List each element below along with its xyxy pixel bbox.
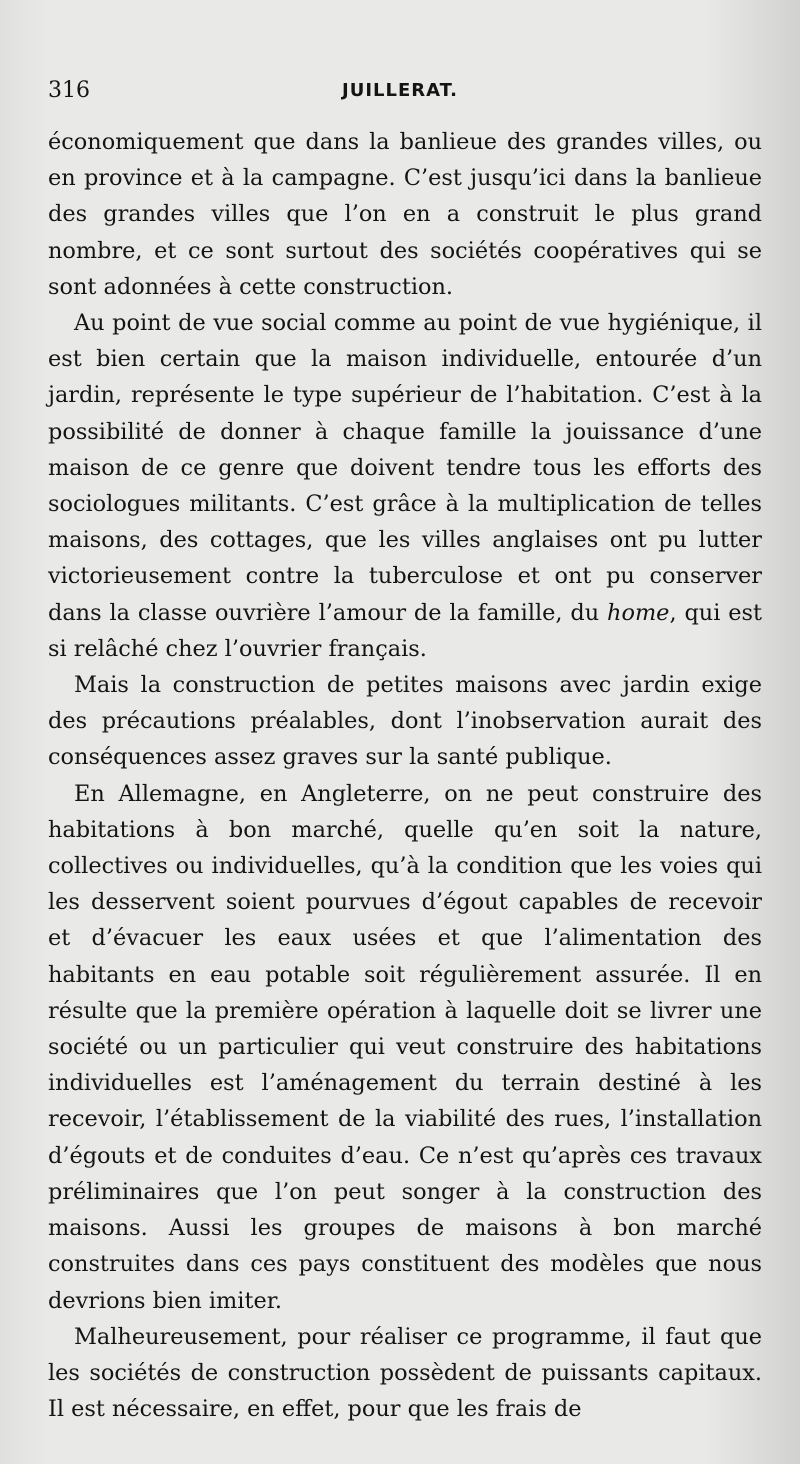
body-text [48,124,762,1427]
italic-word: home [607,599,670,626]
paragraph: Mais la construction de petites maisons avec jardin exige des précautions préalables, dont l’inobservation aurait des conséquences assez graves sur la santé publique. [48,672,762,771]
paragraph-continued: économiquement que dans la banlieue des grandes villes, ou en province et à la campagne. C’est jusqu’ici dans la banlieue des grandes villes que l’on en a construit le plus grand nombre, et ce sont surtout des sociétés coopératives qui se sont adonnées à cette construction. [48,129,762,300]
page-number: 316 [48,78,90,103]
page-header [48,78,762,108]
paragraph: Malheureusement, pour réaliser ce programme, il faut que les sociétés de construction possèdent de puissants capitaux. Il est nécessaire, en effet, pour que les frais de [48,1323,762,1423]
running-head: JUILLERAT. [342,80,459,101]
paragraph: Au point de vue social comme au point de vue hygiénique, il est bien certain que la maison individuelle, entourée d’un jardin, représente le type supérieur de l’habitation. C’est à la possibilité de donner à chaque famille la jouissance d’une maison de ce genre que doivent tendre tous les efforts des sociologues militants. C’est grâce à la multiplication de telles maisons, des cottages, que les villes anglaises ont pu lutter victorieusement contre la tuberculose et ont pu conserver dans la classe ouvrière l’amour de la famille, du home, qui est si relâché chez l’ouvrier français. [48,310,762,662]
book-page [48,78,762,1427]
paragraph: En Allemagne, en Angleterre, on ne peut construire des habitations à bon marché, quelle qu’en soit la nature, collectives ou individuelles, qu’à la condition que les voies qui les desservent soient pourvues d’égout capables de recevoir et d’évacuer les eaux usées et que l’alimentation des habitants en eau potable soit régulièrement assurée. Il en résulte que la première opération à laquelle doit se livrer une société ou un particulier qui veut construire des habitations individuelles est l’aménagement du terrain destiné à les recevoir, l’établissement de la viabilité des rues, l’installation d’égouts et de conduites d’eau. Ce n’est qu’après ces travaux préliminaires que l’on peut songer à la construction des maisons. Aussi les groupes de maisons à bon marché construites dans ces pays constituent des modèles que nous devrions bien imiter. [48,780,762,1314]
